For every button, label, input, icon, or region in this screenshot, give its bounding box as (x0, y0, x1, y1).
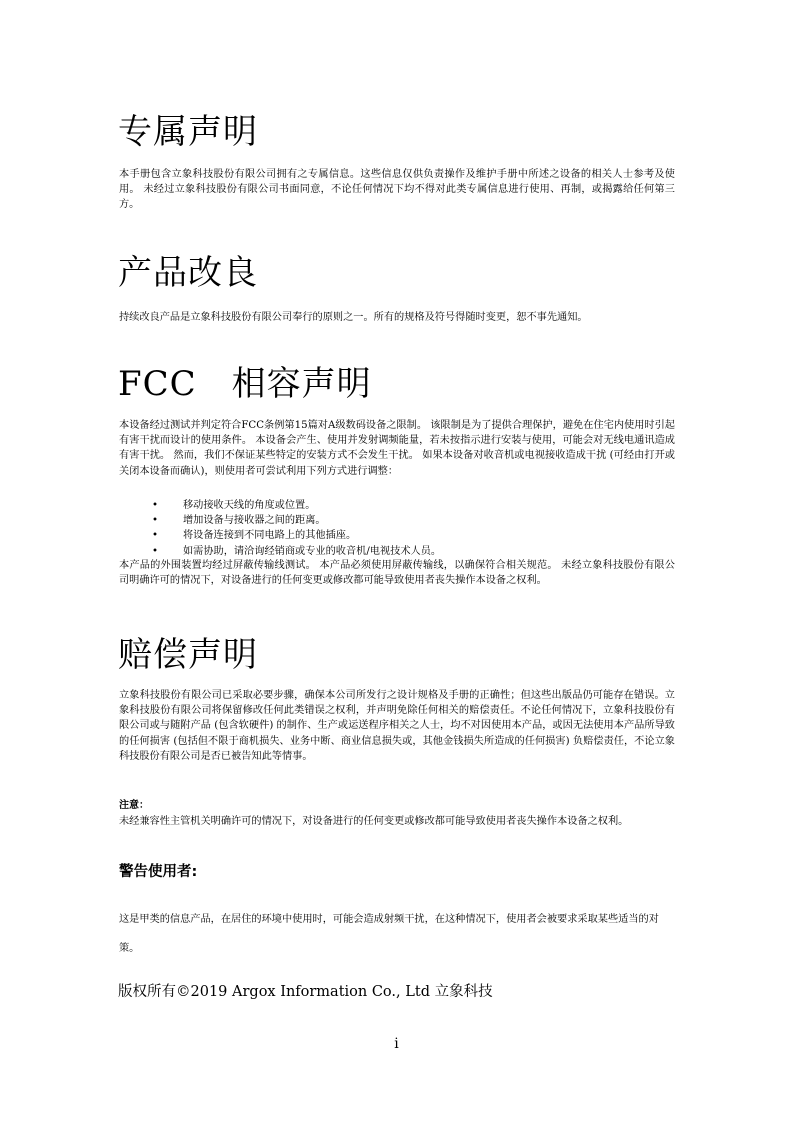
fcc-bullet-list (119, 498, 675, 559)
fcc-outro: 本产品的外围装置均经过屏蔽传输线测试。 本产品必须使用屏蔽传输线，以确保符合相关规范。 未经立象科技股份有限公司明确许可的情况下，对设备进行的任何变更或修改都可能导致使用者丧失操作本设备之权利。 (119, 560, 675, 587)
warning-body: 这是甲类的信息产品，在居住的环境中使用时，可能会造成射频干扰，在这种情况下，使用者会被要求采取某些适当的对策。 (119, 914, 659, 954)
copyright-line: 版权所有©2019 Argox Information Co., Ltd 立象科技 (118, 984, 493, 1000)
bullet-icon: • (152, 545, 159, 557)
fcc-heading: FCC 相容声明 (118, 364, 372, 404)
bullet-icon: • (152, 530, 159, 542)
improvement-body: 持续改良产品是立象科技股份有限公司奉行的原则之一。所有的规格及符号得随时变更，恕不事先通知。 (119, 312, 588, 323)
liability-body: 立象科技股份有限公司已采取必要步骤，确保本公司所发行之设计规格及手册的正确性；但这些出版品仍可能存在错误。立象科技股份有限公司将保留修改任何此类错误之权利，并声明免除任何相关的赔偿责任。不论任何情况下，立象科技股份有限公司或与随附产品 (包含软硬件) 的制作、生产或运送程序相关之人士，均不对因使用本产品，或因无法使用本产品所导致的任何损害 (包括但不限于商机损失、业务中断、商业信息损失或，其他金钱损失所造成的任何损害) 负赔偿责任，不论立象科技股份有限公司是否已被告知此等情事。 (119, 690, 675, 762)
bullet-icon: • (152, 500, 159, 511)
page-number: i (394, 1036, 399, 1052)
fcc-bullet-item: • 移动接收天线的角度或位置。 (119, 498, 675, 513)
proprietary-body: 本手册包含立象科技股份有限公司拥有之专属信息。这些信息仅供负责操作及维护手册中所述之设备的相关人士参考及使用。 未经过立象科技股份有限公司书面同意，不论任何情况下均不得对此类专属信息进行使用、再制，或揭露给任何第三方。 (119, 169, 675, 211)
liability-heading: 赔偿声明 (118, 635, 258, 675)
fcc-bullet-item: • 增加设备与接收器之间的距离。 (119, 513, 675, 528)
proprietary-heading: 专属声明 (118, 112, 258, 152)
note-heading: 注意： (119, 800, 149, 811)
improvement-heading: 产品改良 (118, 253, 258, 293)
bullet-icon: • (152, 515, 159, 527)
note-body: 未经兼容性主管机关明确许可的情况下，对设备进行的任何变更或修改都可能导致使用者丧失操作本设备之权利。 (119, 816, 629, 827)
fcc-bullet-item: • 如需协助，请洽询经销商或专业的收音机/电视技术人员。 (119, 544, 675, 559)
fcc-intro: 本设备经过测试并判定符合FCC条例第15篇对A级数码设备之限制。 该限制是为了提供合理保护，避免在住宅内使用时引起有害干扰而设计的使用条件。 本设备会产生、使用并发射调频能量，若未按指示进行安装与使用，可能会对无线电通讯造成有害干扰。 然而，我们不保证某些特定的安装方式不会发生干扰。 如果本设备对收音机或电视接收造成干扰 (可经由打开或关闭本设备而确认)，则使用者可尝试利用下列方式进行调整： (119, 420, 675, 477)
fcc-bullet-item: • 将设备连接到不同电路上的其他插座。 (119, 528, 675, 543)
warning-heading: 警告使用者: (119, 864, 198, 880)
